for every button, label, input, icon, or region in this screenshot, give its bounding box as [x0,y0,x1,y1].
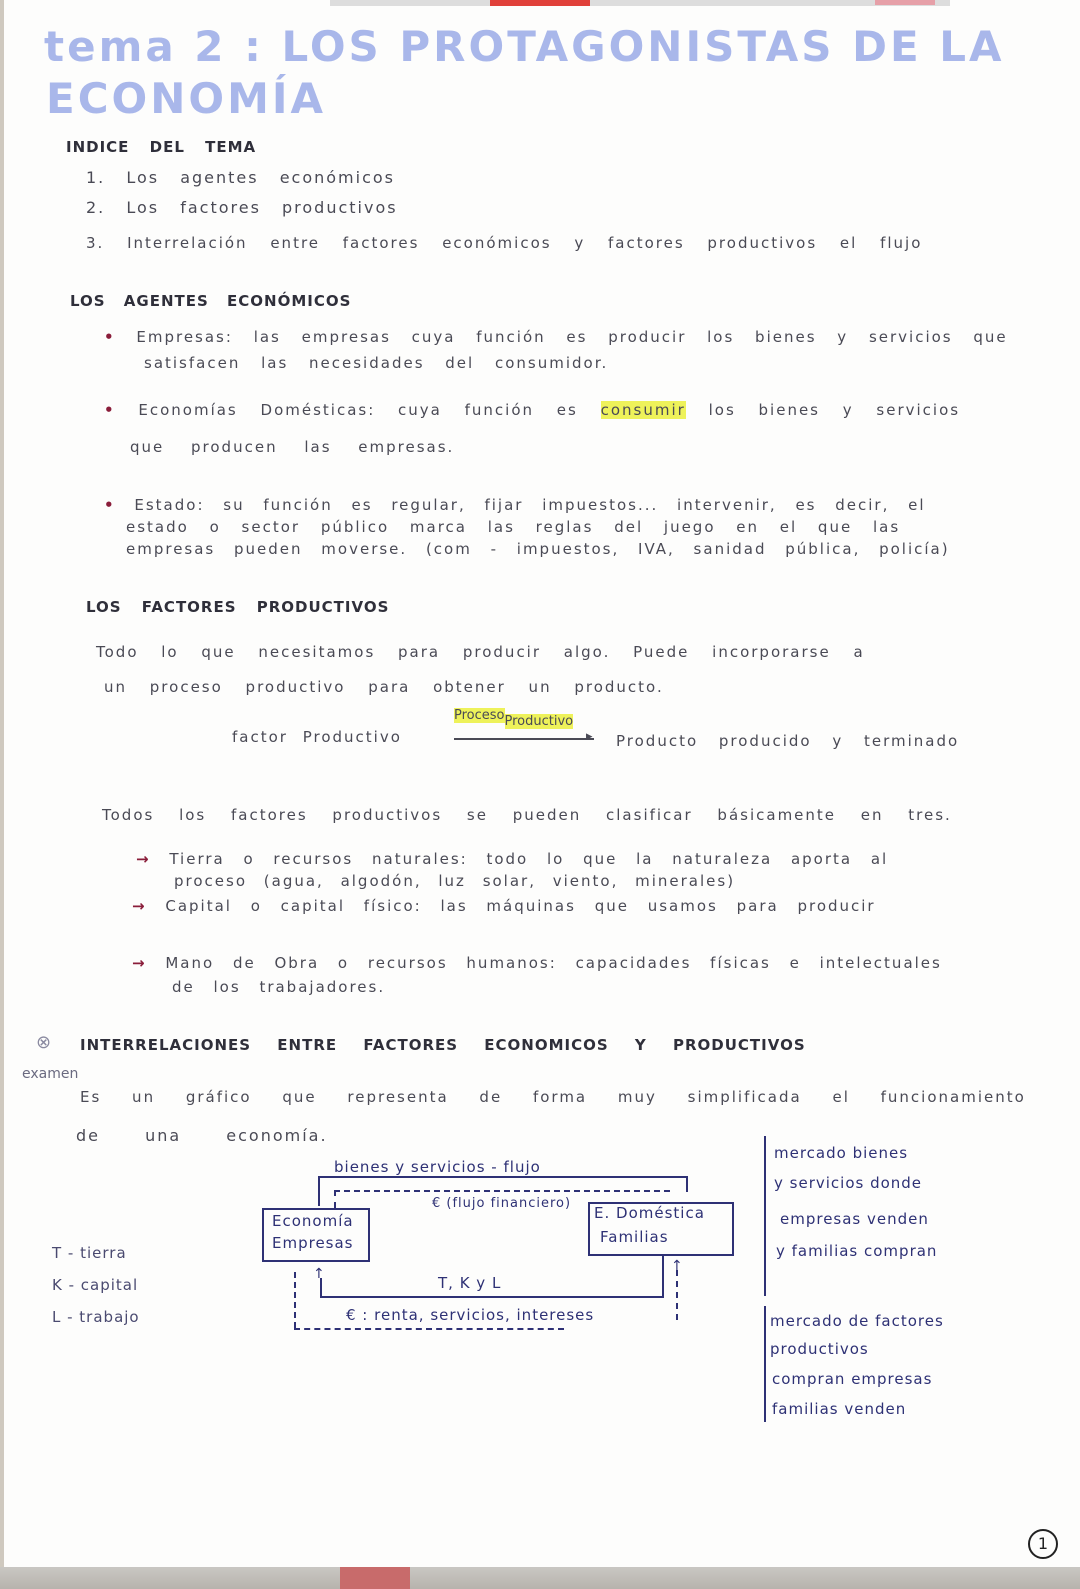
factor-tierra: → Tierra o recursos naturales: todo lo que la naturaleza aporta al [136,850,889,868]
page-edge [0,0,4,1589]
agent-empresas: • Empresas: las empresas cuya función es producir los bienes y servicios que [104,328,1008,346]
index-item-1: 1. Los agentes económicos [86,168,395,187]
note2-line: mercado de factores [770,1312,944,1330]
index-item-2: 2. Los factores productivos [86,198,398,217]
note2-line: familias venden [772,1400,907,1418]
arrow-up-icon: ↑ [671,1258,684,1274]
factor-mano: → Mano de Obra o recursos humanos: capacidades físicas e intelectuales [132,954,942,972]
top-tape [330,0,950,6]
agent-empresas-2: satisfacen las necesidades del consumidor. [144,354,609,372]
note2-line: compran empresas [772,1370,933,1388]
page-title-line2: ECONOMÍA [46,74,326,123]
interrel-heading: INTERRELACIONES ENTRE FACTORES ECONOMICOS Y PRODUCTIVOS [80,1036,806,1054]
exam-mark-icon: ⊗ [36,1032,52,1053]
box-empresas: Economía Empresas [262,1208,370,1262]
flow-process-label: ProcesoProductivo [454,708,574,729]
flow-factor: factor Productivo [232,728,402,746]
factors-def-1: Todo lo que necesitamos para producir algo. Puede incorporarse a [96,643,865,661]
agent-estado: • Estado: su función es regular, fijar impuestos... intervenir, es decir, el [104,496,926,514]
agent-domesticas: • Economías Domésticas: cuya función es consumir los bienes y servicios [104,401,961,419]
agent-estado-3: empresas pueden moverse. (com - impuestos, IVA, sanidad pública, policía) [126,540,950,558]
factor-tierra-2: proceso (agua, algodón, luz solar, viento, minerales) [174,872,736,890]
page-number: 1 [1028,1529,1058,1559]
bottom-edge [0,1567,1080,1589]
note2-line: productivos [770,1340,869,1358]
goods-flow-label: bienes y servicios - flujo [334,1158,541,1176]
flow-arrowhead-icon: ▸ [586,729,593,744]
note1-line: y servicios donde [774,1174,923,1192]
flow-product: Producto producido y terminado [616,732,960,750]
flow-arrow [454,738,594,740]
note1-bracket [764,1136,766,1296]
legend-t: T - tierra [52,1244,127,1262]
index-heading: INDICE DEL TEMA [66,138,257,156]
note1-line: y familias compran [776,1242,938,1260]
interrel-desc-1: Es un gráfico que representa de forma muy simplificada el funcionamiento [80,1088,1026,1106]
factors-def-2: un proceso productivo para obtener un producto. [104,678,664,696]
interrel-desc-2: de una economía. [76,1126,328,1145]
note2-bracket [764,1306,766,1422]
box-familias: E. Doméstica Familias [588,1202,734,1256]
agent-domesticas-2: que producen las empresas. [130,438,455,456]
page-title: tema 2 : LOS PROTAGONISTAS DE LA [44,22,1005,71]
arrow-up-icon: ↑ [313,1266,326,1282]
highlight-consumir: consumir [600,401,686,419]
factors-classify: Todos los factores productivos se pueden clasificar básicamente en tres. [102,806,952,824]
agents-heading: LOS AGENTES ECONÓMICOS [70,292,352,310]
note1-line: empresas venden [780,1210,929,1228]
examen-note: examen [22,1066,79,1082]
tkl-label: T, K y L [438,1274,502,1292]
factors-heading: LOS FACTORES PRODUCTIVOS [86,598,390,616]
factor-mano-2: de los trabajadores. [172,978,386,996]
legend-k: K - capital [52,1276,139,1294]
legend-l: L - trabajo [52,1308,140,1326]
income-flow-label: € : renta, servicios, intereses [346,1306,595,1324]
financial-flow-label: € (flujo financiero) [432,1196,572,1211]
factor-capital: → Capital o capital físico: las máquinas que usamos para producir [132,897,876,915]
index-item-3: 3. Interrelación entre factores económicos y factores productivos el flujo [86,234,923,252]
note1-line: mercado bienes [774,1144,909,1162]
agent-estado-2: estado o sector público marca las reglas del juego en el que las [126,518,901,536]
